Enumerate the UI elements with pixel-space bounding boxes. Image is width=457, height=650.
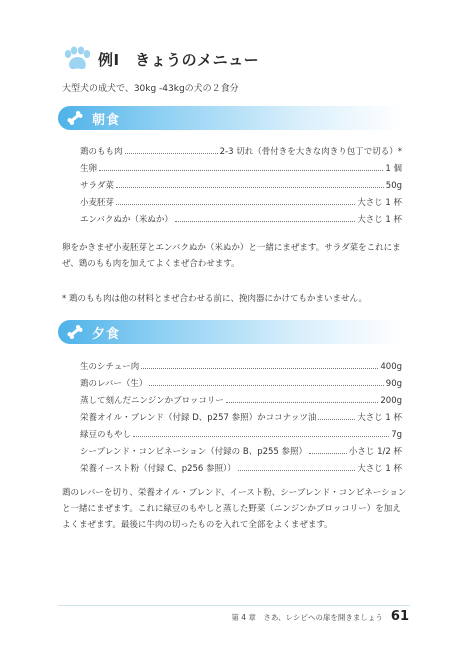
ingredient-name: 蒸して刻んだニンジンかブロッコリー (80, 396, 224, 406)
dinner-instructions: 鶏のレバーを切り、栄養オイル・ブレンド、イースト粉、シーブレンド・コンビネーションと一緒にまぜます。これに緑豆のもやしと蒸した野菜（ニンジンかブロッコリー）を加えよくまぜます。最後に牛肉の切ったものを入れて全部をよくまぜます。 (62, 488, 407, 530)
dot-leader (149, 385, 383, 386)
menu-subtitle: 大型犬の成犬で、30kg -43kgの犬の２食分 (62, 84, 239, 94)
ingredient-row (80, 389, 402, 406)
breakfast-header-label: 朝食 (92, 113, 121, 128)
ingredient-amount: 小さじ 1/2 杯 (348, 447, 402, 457)
ingredient-row (80, 457, 402, 474)
dot-leader (125, 153, 218, 154)
footer-divider (58, 605, 410, 606)
ingredient-amount: 200g (380, 396, 402, 406)
menu-title-row (62, 46, 259, 72)
bone-icon (66, 110, 84, 126)
ingredient-name: 緑豆のもやし (80, 430, 132, 440)
ingredient-name: 栄養オイル・ブレンド（付録 D、p257 参照）かココナッツ油 (80, 413, 317, 423)
ingredient-amount: 大さじ 1 杯 (357, 215, 402, 225)
ingredient-amount: 7g (391, 430, 402, 440)
breakfast-header (58, 106, 403, 130)
ingredient-row (80, 440, 402, 457)
ingredient-row (80, 423, 402, 440)
ingredient-row (80, 174, 402, 191)
breakfast-instructions: 卵をかきまぜ小麦胚芽とエンバクぬか（米ぬか）と一緒にまぜます。サラダ菜をこれにまぜ、鶏のもも肉を加えてよくまぜ合わせます。 (62, 243, 401, 269)
ingredient-amount: 1 個 (385, 164, 402, 174)
ingredient-name: 生卵 (80, 164, 98, 174)
ingredient-amount: 50g (385, 181, 402, 191)
menu-title: 例Ⅰ きょうのメニュー (98, 50, 260, 69)
dot-leader (238, 470, 355, 471)
ingredient-amount: 大さじ 1 杯 (357, 198, 402, 208)
page-number: 61 (390, 609, 409, 624)
ingredient-name: 鶏のもも肉 (80, 147, 123, 157)
ingredient-row (80, 406, 402, 423)
dot-leader (141, 368, 378, 369)
ingredient-amount: 大さじ 1 杯 (357, 464, 402, 474)
breakfast-ingredient-list (80, 140, 402, 225)
ingredient-name: 鶏のレバー（生） (80, 379, 148, 389)
dot-leader (116, 187, 384, 188)
ingredient-row (80, 157, 402, 174)
bone-icon (66, 324, 84, 340)
ingredient-name: エンバクぬか（米ぬか） (80, 215, 173, 225)
ingredient-amount: 90g (385, 379, 402, 389)
dot-leader (175, 221, 355, 222)
ingredient-row (80, 208, 402, 225)
breakfast-footnote: * 鶏のもも肉は他の材料とまぜ合わせる前に、挽肉器にかけてもかまいません。 (62, 294, 367, 304)
ingredient-row (80, 355, 402, 372)
page-footer (231, 609, 409, 624)
dot-leader (309, 453, 347, 454)
dot-leader (318, 419, 355, 420)
dot-leader (116, 204, 355, 205)
dot-leader (226, 402, 378, 403)
ingredient-amount: 大さじ 1 杯 (357, 413, 402, 423)
dinner-ingredient-list (80, 355, 402, 474)
ingredient-name: 小麦胚芽 (80, 198, 115, 208)
ingredient-row (80, 140, 402, 157)
dinner-header-label: 夕食 (92, 327, 121, 342)
ingredient-row (80, 372, 402, 389)
chapter-running-head: 第 4 章 さあ、レシピへの扉を開きましょう (231, 613, 383, 622)
ingredient-amount: 2-3 切れ（骨付きを大きな肉きり包丁で切る）* (219, 147, 402, 157)
paw-icon (62, 46, 92, 72)
ingredient-row (80, 191, 402, 208)
dinner-header (58, 320, 403, 344)
ingredient-amount: 400g (380, 362, 402, 372)
dot-leader (99, 170, 383, 171)
ingredient-name: シーブレンド・コンビネーション（付録の B、p255 参照） (80, 447, 308, 457)
ingredient-name: 栄養イースト粉（付録 C、p256 参照）） (80, 464, 236, 474)
dot-leader (133, 436, 389, 437)
ingredient-name: 生のシチュー肉 (80, 362, 140, 372)
ingredient-name: サラダ菜 (80, 181, 114, 191)
